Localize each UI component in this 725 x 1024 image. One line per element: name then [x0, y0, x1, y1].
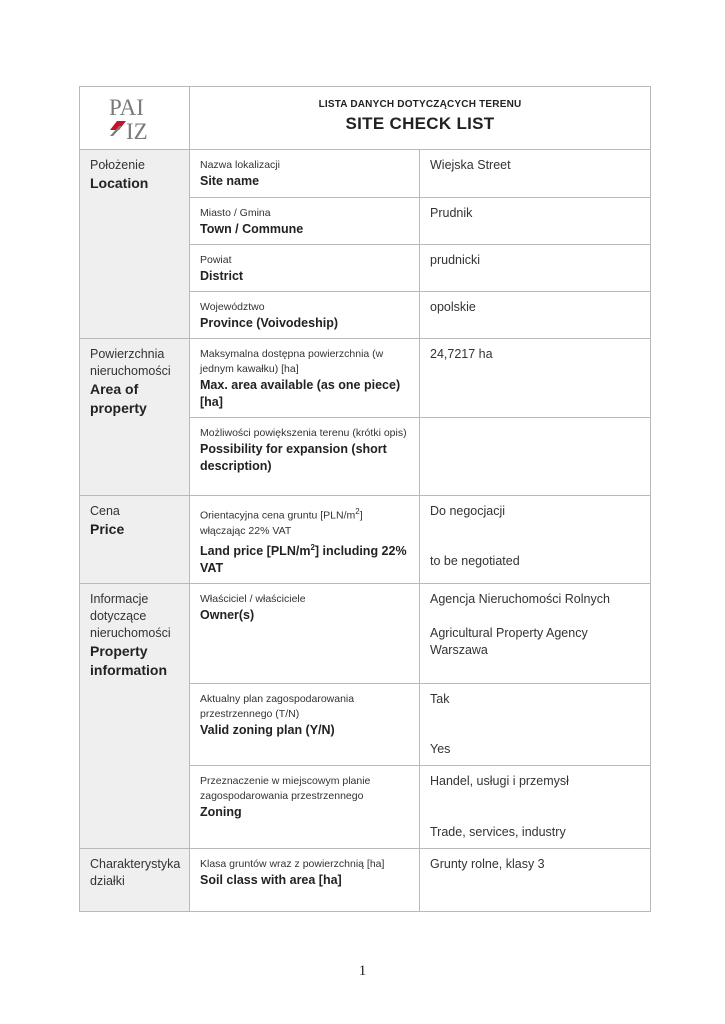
category-area-pl: Powierzchnia nieruchomości [90, 347, 171, 378]
header-title-cell [190, 87, 651, 150]
value-town [420, 198, 651, 245]
label-site-name-en: Site name [200, 174, 260, 188]
value-zoning [420, 765, 651, 848]
value-max-area-text: 24,7217 ha [430, 347, 493, 361]
label-land-price-pl-a: Orientacyjna cena gruntu [PLN/m [200, 509, 356, 522]
value-expansion [420, 418, 651, 496]
label-soil [190, 848, 420, 911]
label-soil-en: Soil class with area [ha] [200, 872, 342, 887]
label-town-pl: Miasto / Gmina [200, 207, 271, 219]
site-check-list-table [79, 86, 651, 912]
label-expansion-en: Possibility for expansion (short description) [200, 442, 387, 473]
label-zoning-pl: Przeznaczenie w miejscowym planie zagospodarowania przestrzennego [200, 774, 371, 802]
label-zoning-plan-pl: Aktualny plan zagospodarowania przestrzennego (T/N) [200, 692, 355, 720]
category-price-en: Price [90, 521, 125, 537]
value-owner-en: Agricultural Property Agency Warszawa [430, 625, 588, 657]
value-owner [420, 583, 651, 683]
category-plot-pl: Charakterystyka działki [90, 856, 181, 888]
label-province-pl: Województwo [200, 301, 265, 313]
label-owner-en: Owner(s) [200, 607, 255, 622]
category-location [80, 150, 190, 339]
value-site-name [420, 150, 651, 198]
label-land-price-en-sup: 2 [310, 542, 315, 552]
value-zoning-plan-en: Yes [430, 741, 451, 756]
label-land-price-en-a: Land price [PLN/m [200, 543, 311, 558]
value-town-text: Prudnik [430, 206, 473, 220]
category-price [80, 496, 190, 584]
label-land-price-en [200, 539, 409, 577]
label-town [190, 198, 420, 245]
value-zoning-plan-pl: Tak [430, 691, 450, 706]
label-site-name-pl: Nazwa lokalizacji [200, 159, 280, 171]
value-land-price [420, 496, 651, 584]
label-zoning-plan [190, 683, 420, 765]
category-property-en: Property information [90, 642, 167, 678]
value-district-text: prudnicki [430, 253, 481, 267]
label-town-en: Town / Commune [200, 222, 304, 236]
label-province-en: Province (Voivodeship) [200, 316, 338, 330]
category-location-en: Location [90, 175, 149, 191]
label-district-en: District [200, 269, 244, 283]
paiiz-logo [81, 88, 189, 148]
label-land-price [190, 496, 420, 584]
logo-cell [80, 87, 190, 150]
value-province [420, 292, 651, 339]
label-expansion-pl: Możliwości powiększenia terenu (krótki opis) [200, 427, 407, 439]
label-province [190, 292, 420, 339]
category-price-pl: Cena [90, 504, 120, 518]
label-expansion [190, 418, 420, 496]
value-price-pl: Do negocjacji [430, 504, 506, 518]
category-area-en: Area of property [90, 381, 147, 416]
category-property [80, 583, 190, 848]
value-soil [420, 848, 651, 911]
label-max-area-pl: Maksymalna dostępna powierzchnia (w jednym kawałku) [ha] [200, 348, 384, 375]
logo-text-top: PAI [109, 95, 144, 120]
label-zoning-en: Zoning [200, 804, 242, 819]
label-land-price-pl-b: ] włączając 22% VAT [200, 509, 363, 537]
value-max-area [420, 339, 651, 418]
label-max-area-en: Max. area available (as one piece) [ha] [200, 378, 401, 409]
page-number: 1 [358, 963, 367, 979]
value-district [420, 245, 651, 292]
value-province-text: opolskie [430, 300, 476, 314]
value-soil-text: Grunty rolne, klasy 3 [430, 856, 545, 871]
value-price-en: to be negotiated [430, 554, 520, 568]
label-soil-pl: Klasa gruntów wraz z powierzchnią [ha] [200, 857, 385, 870]
value-zoning-plan [420, 683, 651, 765]
label-zoning [190, 765, 420, 848]
page-title: SITE CHECK LIST [345, 114, 495, 133]
label-owner-pl: Właściciel / właściciele [200, 592, 306, 605]
header-subtitle: LISTA DANYCH DOTYCZĄCYCH TERENU [318, 99, 522, 110]
category-property-pl: Informacje dotyczące nieruchomości [90, 591, 171, 640]
logo-text-bottom: IZ [126, 119, 148, 144]
value-owner-pl: Agencja Nieruchomości Rolnych [430, 591, 610, 606]
category-plot [80, 848, 190, 911]
label-owner [190, 583, 420, 683]
category-area [80, 339, 190, 496]
value-zoning-en: Trade, services, industry [430, 824, 566, 839]
value-site-name-text: Wiejska Street [430, 158, 511, 172]
label-land-price-pl [200, 504, 409, 539]
label-max-area [190, 339, 420, 418]
value-zoning-pl: Handel, usługi i przemysł [430, 773, 569, 788]
label-site-name [190, 150, 420, 198]
label-district [190, 245, 420, 292]
label-land-price-pl-sup: 2 [355, 507, 360, 516]
category-location-pl: Położenie [90, 158, 145, 172]
label-district-pl: Powiat [200, 254, 232, 266]
label-land-price-en-b: ] including 22% VAT [200, 543, 407, 575]
label-zoning-plan-en: Valid zoning plan (Y/N) [200, 722, 335, 737]
